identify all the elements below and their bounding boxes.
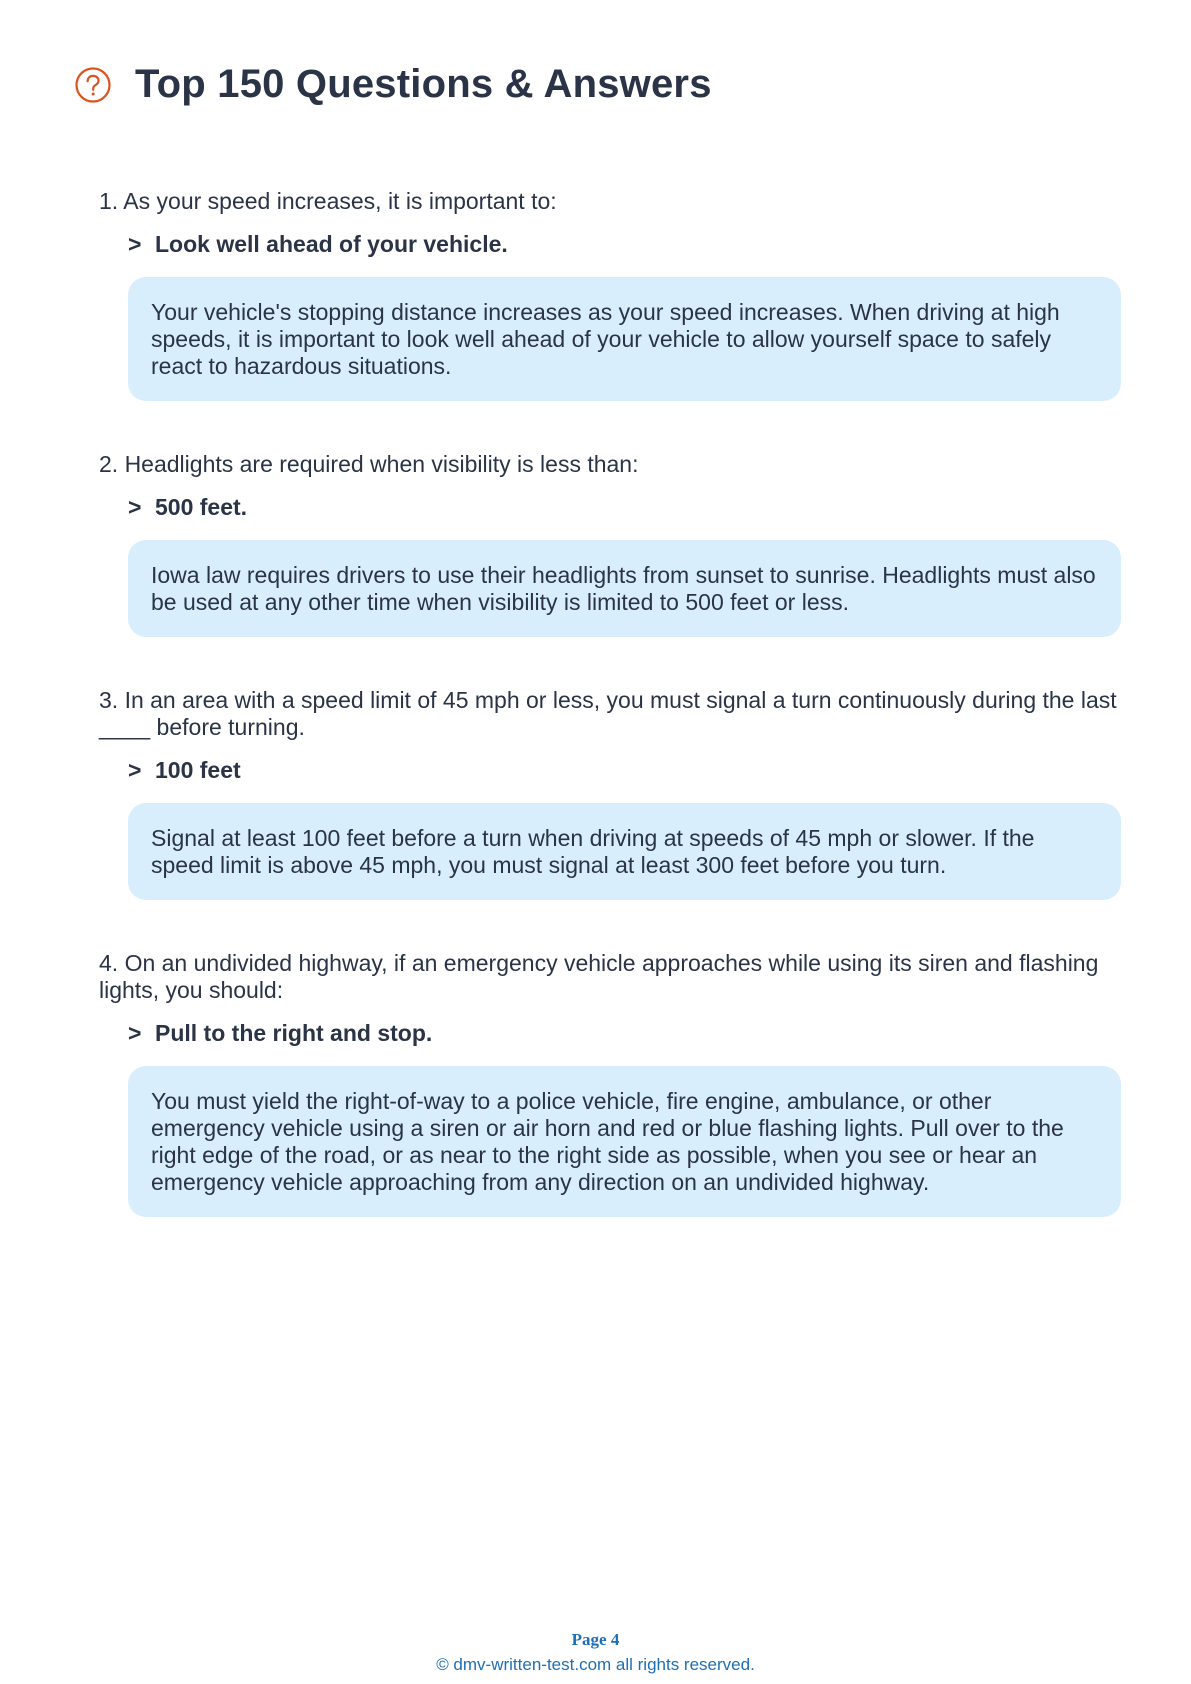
question-text: 2. Headlights are required when visibility is less than: [99, 451, 639, 477]
answer [128, 757, 1121, 784]
question-text: 4. On an undivided highway, if an emergency vehicle approaches while using its siren and flashing lights, you should: [99, 950, 1099, 1003]
question-circle-icon [74, 66, 112, 104]
answer-marker: > [128, 757, 142, 783]
qa-item-3 [99, 687, 1121, 900]
answer-text: Pull to the right and stop. [155, 1020, 433, 1046]
answer-marker: > [128, 231, 142, 257]
explanation-box: You must yield the right-of-way to a police vehicle, fire engine, ambulance, or other emergency vehicle using a siren or air horn and red or blue flashing lights. Pull over to the right edge of the road, or as near to the right side as possible, when you see or hear an emergency vehicle approaching from any direction on an undivided highway. [128, 1066, 1121, 1217]
qa-item-1 [99, 188, 1121, 401]
answer [128, 231, 1121, 258]
answer-marker: > [128, 1020, 142, 1046]
qa-item-2 [99, 451, 1121, 637]
copyright-notice: © dmv-written-test.com all rights reserved. [436, 1655, 755, 1674]
page-header [74, 62, 712, 107]
page-number: Page 4 [571, 1630, 620, 1649]
page-title: Top 150 Questions & Answers [135, 62, 712, 106]
page-footer [0, 1630, 1191, 1675]
explanation-box: Iowa law requires drivers to use their headlights from sunset to sunrise. Headlights must also be used at any other time when visibility is limited to 500 feet or less. [128, 540, 1121, 637]
answer [128, 494, 1121, 521]
answer-text: Look well ahead of your vehicle. [155, 231, 508, 257]
answer [128, 1020, 1121, 1047]
answer-text: 500 feet. [155, 494, 248, 520]
explanation-box: Signal at least 100 feet before a turn when driving at speeds of 45 mph or slower. If the speed limit is above 45 mph, you must signal at least 300 feet before you turn. [128, 803, 1121, 900]
answer-marker: > [128, 494, 142, 520]
question-text: 1. As your speed increases, it is important to: [99, 188, 557, 214]
explanation-box: Your vehicle's stopping distance increases as your speed increases. When driving at high speeds, it is important to look well ahead of your vehicle to allow yourself space to safely react to hazardous situations. [128, 277, 1121, 401]
answer-text: 100 feet [155, 757, 241, 783]
qa-item-4 [99, 950, 1121, 1217]
qa-list [99, 188, 1121, 1267]
question-text: 3. In an area with a speed limit of 45 mph or less, you must signal a turn continuously during the last ____ before turning. [99, 687, 1117, 740]
